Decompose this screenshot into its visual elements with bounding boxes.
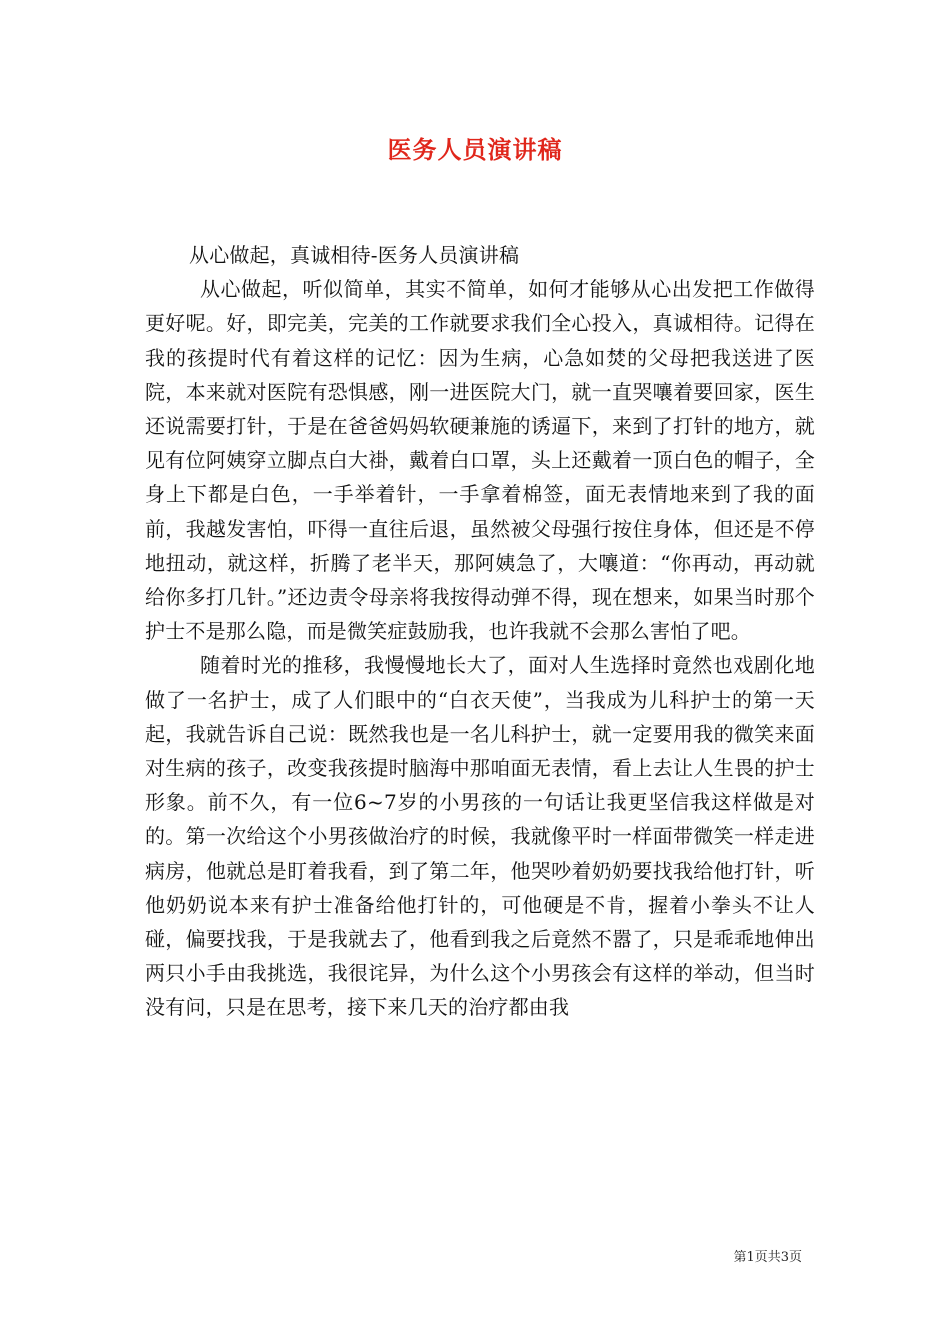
- document-body: [145, 238, 815, 1025]
- document-title: 医务人员演讲稿: [387, 135, 563, 164]
- page-number-footer: 第1页共3页: [733, 1250, 802, 1265]
- body-paragraph-2: 随着时光的推移，我慢慢地长大了，面对人生选择时竟然也戏剧化地做了一名护士，成了人们眼中的“白衣天使”，当我成为儿科护士的第一天起，我就告诉自己说：既然我也是一名儿科护士，就一定要用我的微笑来面对生病的孩子，改变我孩提时脑海中那咱面无表情，看上去让人生畏的护士形象。前不久，有一位6~7岁的小男孩的一句话让我更坚信我这样做是对的。第一次给这个小男孩做治疗的时候，我就像平时一样面带微笑一样走进病房，他就总是盯着我看，到了第二年，他哭吵着奶奶要找我给他打针，听他奶奶说本来有护士准备给他打针的，可他硬是不肯，握着小拳头不让人碰，偏要找我，于是我就去了，他看到我之后竟然不嚣了，只是乖乖地伸出两只小手由我挑选，我很诧异，为什么这个小男孩会有这样的举动，但当时没有问，只是在思考，接下来几天的治疗都由我: [145, 653, 815, 1020]
- document-subtitle: 从心做起，真诚相待-医务人员演讲稿: [189, 243, 520, 267]
- body-paragraph-1: 从心做起，听似简单，其实不简单，如何才能够从心出发把工作做得更好呢。好，即完美，完美的工作就要求我们全心投入，真诚相待。记得在我的孩提时代有着这样的记忆：因为生病，心急如焚的父母把我送进了医院，本来就对医院有恐惧感，刚一进医院大门，就一直哭嚷着要回家，医生还说需要打针，于是在爸爸妈妈软硬兼施的诱逼下，来到了打针的地方，就见有位阿姨穿立脚点白大褂，戴着白口罩，头上还戴着一顶白色的帽子，全身上下都是白色，一手举着针，一手拿着棉签，面无表情地来到了我的面前，我越发害怕，吓得一直往后退，虽然被父母强行按住身体，但还是不停地扭动，就这样，折腾了老半天，那阿姨急了，大嚷道：“你再动，再动就给你多打几针。”还边责令母亲将我按得动弹不得，现在想来，如果当时那个护士不是那么隐，而是微笑症鼓励我，也许我就不会那么害怕了吧。: [145, 277, 815, 644]
